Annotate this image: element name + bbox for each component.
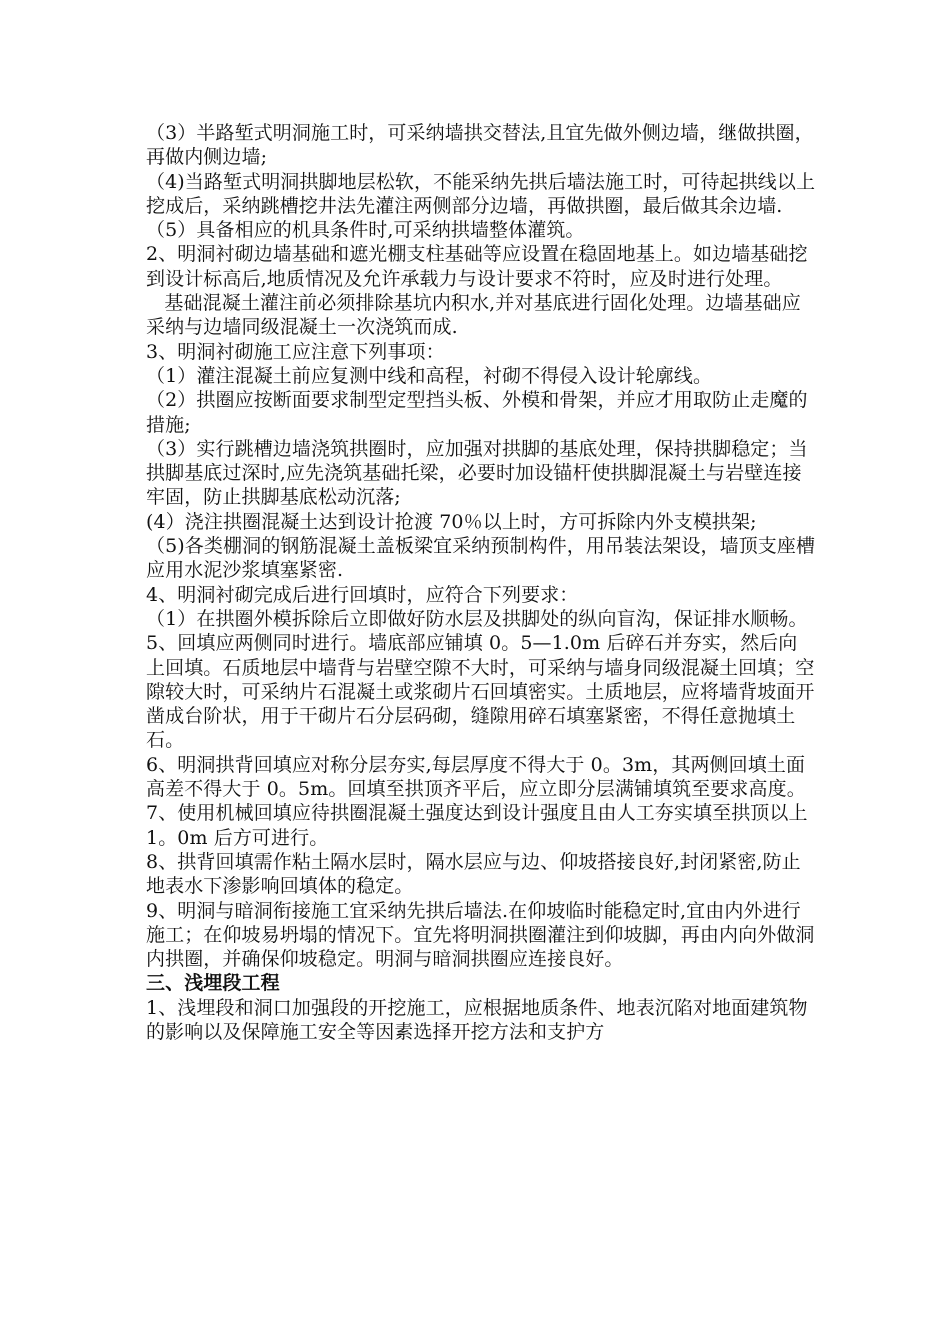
paragraph-item-7: 7、使用机械回填应待拱圈混凝土强度达到设计强度且由人工夯实填至拱顶以上 1。0m 后方可进行。 (146, 802, 814, 849)
paragraph-4-soft-arch-foot: （4)当路堑式明洞拱脚地层松软，不能采纳先拱后墙法施工时，可待起拱线以上挖成后，采纳跳槽挖井法先灌注两侧部分边墙，再做拱圈，最后做其余边墙. (146, 170, 816, 217)
paragraph-5-equipment: （5）具备相应的机具条件时,可采纳拱墙整体灌筑。 (146, 219, 585, 242)
paragraph-lining-5: （5)各类棚洞的钢筋混凝土盖板梁宜采纳预制构件，用吊装法架设，墙顶支座槽应用水泥沙浆填塞紧密. (146, 535, 816, 582)
paragraph-foundation-concrete: 基础混凝土灌注前必须排除基坑内积水,并对基底进行固化处理。边墙基础应采纳与边墙同级混凝土一次浇筑而成. (146, 292, 801, 339)
paragraph-item-2-foundation: 2、明洞衬砌边墙基础和遮光棚支柱基础等应设置在稳固地基上。如边墙基础挖到设计标高后,地质情况及允许承载力与设计要求不符时，应及时进行处理。 (146, 243, 808, 290)
paragraph-lining-2: （2）拱圈应按断面要求制型定型挡头板、外模和骨架，并应才用取防止走魔的措施; (146, 389, 808, 436)
paragraph-backfill-1: （1）在拱圈外模拆除后立即做好防水层及拱脚处的纵向盲沟，保证排水顺畅。 (146, 607, 808, 630)
paragraph-lining-4: (4）浇注拱圈混凝土达到设计抢渡 70％以上时，方可拆除内外支模拱架; (146, 510, 757, 533)
paragraph-item-5: 5、回填应两侧同时进行。墙底部应铺填 0。5—1.0m 后碎石并夯实，然后向上回填。石质地层中墙背与岩壁空隙不大时，可采纳与墙身同级混凝土回填；空隙较大时，可采纳片石混凝土或浆砌片石回填密实。土质地层，应将墙背坡面开凿成台阶状，用于干砌片石分层码砌，缝隙用碎石填塞紧密，不得任意抛填土石。 (146, 632, 815, 752)
paragraph-3-half-cut: （3）半路堑式明洞施工时，可采纳墙拱交替法,且宜先做外侧边墙，继做拱圈，再做内侧边墙; (146, 122, 814, 169)
document-body (146, 121, 816, 1044)
paragraph-lining-3: （3）实行跳槽边墙浇筑拱圈时，应加强对拱脚的基底处理，保持拱脚稳定；当拱脚基底过深时,应先浇筑基础托梁，必要时加设锚杆使拱脚混凝土与岩壁连接牢固，防止拱脚基底松动沉落; (146, 437, 808, 509)
paragraph-item-8: 8、拱背回填需作粘土隔水层时，隔水层应与边、仰坡搭接良好,封闭紧密,防止地表水下渗影响回填体的稳定。 (146, 850, 801, 898)
section-heading: 三、浅埋段工程 (146, 972, 280, 995)
paragraph-item-6: 6、明洞拱背回填应对称分层夯实,每层厚度不得大于 0。3m，其两侧回填土面高差不得大于 0。5m。回填至拱顶齐平后，应立即分层满铺填筑至要求高度。 (146, 753, 806, 801)
paragraph-item-9: 9、明洞与暗洞衔接施工宜采纳先拱后墙法.在仰坡临时能稳定时,宜由内外进行施工；在仰坡易坍塌的情况下。宜先将明洞拱圈灌注到仰坡脚，再由内向外做洞内拱圈，并确保仰坡稳定。明洞与暗洞拱圈应连接良好。 (146, 899, 815, 971)
paragraph-lining-1: （1）灌注混凝土前应复测中线和高程，衬砌不得侵入设计轮廓线。 (146, 364, 713, 387)
paragraph-item-3-lining: 3、明洞衬砌施工应注意下列事项： (146, 340, 445, 363)
paragraph-shallow-1: 1、浅埋段和洞口加强段的开挖施工，应根据地质条件、地表沉陷对地面建筑物的影响以及保障施工安全等因素选择开挖方法和支护方 (146, 996, 808, 1043)
paragraph-item-4-backfill: 4、明洞衬砌完成后进行回填时，应符合下列要求： (146, 583, 579, 606)
